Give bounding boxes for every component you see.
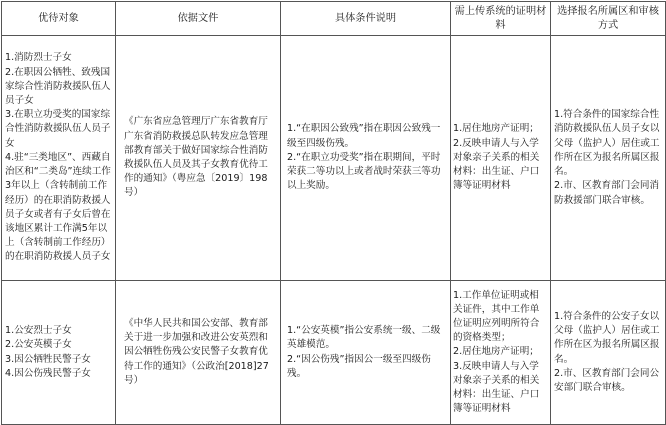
condition-item: 2.“因公伤残”指因公一级至四级伤残。 — [287, 353, 431, 379]
table-row-police — [2, 281, 666, 425]
header-registration-method: 选择报名所属区和审核方式 — [551, 2, 666, 36]
material-item: 1.居住地房产证明； — [453, 123, 539, 135]
beneficiary-item: 4.驻“三类地区”、西藏自治区和“二类岛”连续工作3年以上（含转制前工作经历）的在职消防救援人员子女或者有子女后曾在该地区累计工作满5年以上（含转制前工作经历）的在职消防救援人员子女 — [5, 151, 111, 263]
beneficiary-item: 3.因公牺牲民警子女 — [5, 353, 91, 365]
beneficiary-item: 2.公安英模子女 — [5, 339, 72, 351]
conditions-cell — [281, 281, 451, 425]
basis-document-cell: 《广东省应急管理厅广东省教育厅广东省消防救援总队转发应急管理部教育部关于做好国家综合性消防救援队伍人员及其子女教育优待工作的通知》（粤应急〔2019〕198号） — [116, 36, 281, 281]
method-item: 1.符合条件的公安子女以父母（监护人）居住或工作所在区为报名所属区报名。 — [554, 310, 660, 365]
beneficiaries-cell — [2, 281, 116, 425]
beneficiary-item: 3.在职立功受奖的国家综合性消防救援队伍人员子女 — [5, 109, 111, 149]
header-conditions: 具体条件说明 — [281, 2, 451, 36]
header-materials: 需上传系统的证明材料 — [451, 2, 551, 36]
preferential-policy-table — [1, 1, 666, 425]
header-beneficiaries: 优待对象 — [2, 2, 116, 36]
condition-item: 1.“公安英模”指公安系统一级、二级英雄模范。 — [287, 325, 441, 351]
beneficiary-item: 1.消防烈士子女 — [5, 52, 72, 64]
material-item: 2.居住地房产证明； — [453, 346, 539, 358]
method-item: 2.市、区教育部门会同公安部门联合审核。 — [554, 367, 660, 393]
beneficiary-item: 1.公安烈士子女 — [5, 325, 72, 337]
table-row-fire-rescue — [2, 36, 666, 281]
method-item: 1.符合条件的国家综合性消防救援队伍人员子女以父母（监护人）居住或工作所在区为报名所属区报名。 — [554, 109, 660, 178]
conditions-cell — [281, 36, 451, 281]
material-item: 1.工作单位证明或相关证件，其中工作单位证明应列明所符合的资格类型； — [453, 289, 540, 344]
materials-cell — [451, 281, 551, 425]
material-item: 3.反映申请人与入学对象亲子关系的相关材料：出生证、户口簿等证明材料 — [453, 360, 540, 415]
condition-item: 1.“在职因公致残”指在职因公致残一级至四级伤残。 — [287, 123, 441, 149]
registration-method-cell — [551, 281, 666, 425]
basis-document-cell: 《中华人民共和国公安部、教育部关于进一步加强和改进公安英烈和因公牺牲伤残公安民警子女教育优待工作的通知》（公政治[2018]27号） — [116, 281, 281, 425]
method-item: 2.市、区教育部门会同消防救援部门联合审核。 — [554, 180, 660, 206]
beneficiaries-cell — [2, 36, 116, 281]
beneficiary-item: 4.因公伤残民警子女 — [5, 367, 91, 379]
materials-cell — [451, 36, 551, 281]
condition-item: 2.“在职立功受奖”指在职期间，平时荣获二等功以上或者战时荣获三等功以上奖励。 — [287, 151, 441, 192]
header-basis-document: 依据文件 — [116, 2, 281, 36]
material-item: 2.反映申请人与入学对象亲子关系的相关材料：出生证、户口簿等证明材料 — [453, 137, 540, 192]
table-header-row — [2, 2, 666, 36]
beneficiary-item: 2.在职因公牺牲、致残国家综合性消防救援队伍人员子女 — [5, 66, 111, 107]
registration-method-cell — [551, 36, 666, 281]
